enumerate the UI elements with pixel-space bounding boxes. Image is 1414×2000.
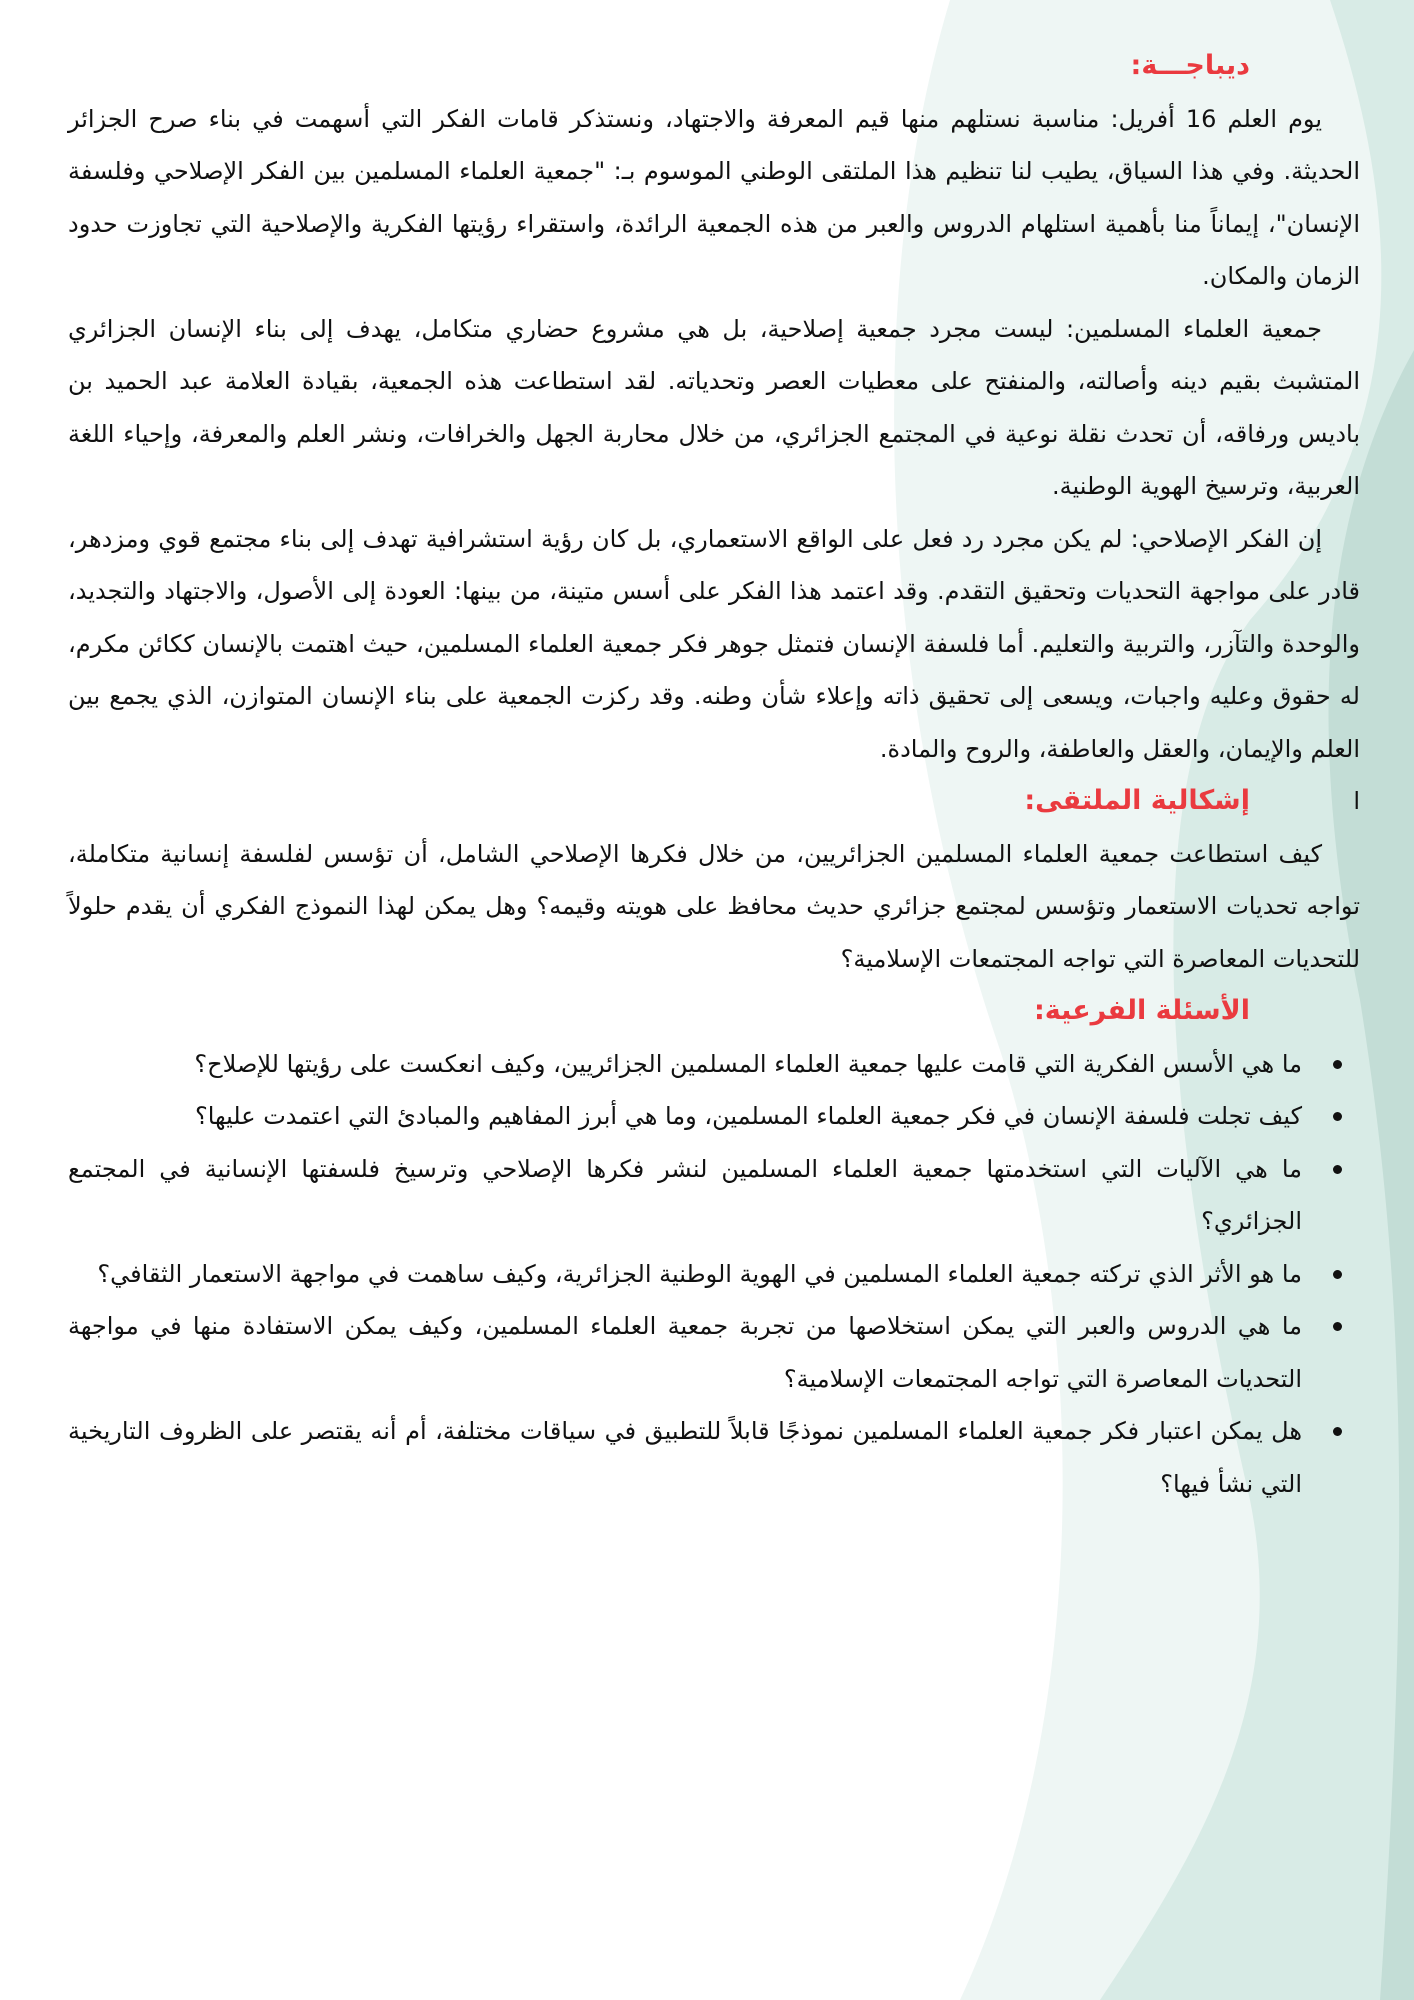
- list-item: ما هي الدروس والعبر التي يمكن استخلاصها من تجربة جمعية العلماء المسلمين، وكيف يمكن الاستفادة منها في مواجهة التحديات المعاصرة التي تواجه المجتمعات الإسلامية؟: [68, 1300, 1302, 1405]
- document-body: [68, 40, 1360, 1510]
- intro-paragraph: إن الفكر الإصلاحي: لم يكن مجرد رد فعل على الواقع الاستعماري، بل كان رؤية استشرافية تهدف إلى بناء مجتمع قوي ومزدهر، قادر على مواجهة التحديات وتحقيق التقدم. وقد اعتمد هذا الفكر على أسس متينة، من بينها: العودة إلى الأصول، والاجتهاد والتجديد، والوحدة والتآزر، والتربية والتعليم. أما فلسفة الإنسان فتمثل جوهر فكر جمعية العلماء المسلمين، حيث اهتمت بالإنسان ككائن مكرم، له حقوق وعليه واجبات، ويسعى إلى تحقيق ذاته وإعلاء شأن وطنه. وقد ركزت الجمعية على بناء الإنسان المتوازن، الذي يجمع بين العلم والإيمان، والعقل والعاطفة، والروح والمادة.: [68, 524, 1360, 763]
- list-item: ما هي الأسس الفكرية التي قامت عليها جمعية العلماء المسلمين الجزائريين، وكيف انعكست على رؤيتها للإصلاح؟: [68, 1038, 1302, 1091]
- problem-heading-row: [68, 775, 1360, 828]
- list-item: كيف تجلت فلسفة الإنسان في فكر جمعية العلماء المسلمين، وما هي أبرز المفاهيم والمبادئ التي اعتمدت عليها؟: [68, 1090, 1302, 1143]
- intro-paragraph: جمعية العلماء المسلمين: ليست مجرد جمعية إصلاحية، بل هي مشروع حضاري متكامل، يهدف إلى بناء الإنسان الجزائري المتشبث بقيم دينه وأصالته، والمنفتح على معطيات العصر وتحدياته. لقد استطاعت هذه الجمعية، بقيادة العلامة عبد الحميد بن باديس ورفاقه، أن تحدث نقلة نوعية في المجتمع الجزائري، من خلال محاربة الجهل والخرافات، ونشر العلم والمعرفة، وإحياء اللغة العربية، وترسيخ الهوية الوطنية.: [68, 314, 1360, 500]
- problem-heading: إشكالية الملتقى:: [1024, 785, 1250, 816]
- intro-heading: ديباجـــة:: [1130, 50, 1250, 81]
- list-item: ما هي الآليات التي استخدمتها جمعية العلماء المسلمين لنشر فكرها الإصلاحي وترسيخ فلسفتها الإنسانية في المجتمع الجزائري؟: [68, 1143, 1302, 1248]
- list-item: ما هو الأثر الذي تركته جمعية العلماء المسلمين في الهوية الوطنية الجزائرية، وكيف ساهمت في مواجهة الاستعمار الثقافي؟: [68, 1248, 1302, 1301]
- sub-questions-list: [68, 1038, 1360, 1511]
- intro-paragraph: يوم العلم 16 أفريل: مناسبة نستلهم منها قيم المعرفة والاجتهاد، ونستذكر قامات الفكر التي أسهمت في بناء صرح الجزائر الحديثة. وفي هذا السياق، يطيب لنا تنظيم هذا الملتقى الوطني الموسوم بـ: "جمعية العلماء المسلمين بين الفكر الإصلاحي وفلسفة الإنسان"، إيماناً منا بأهمية استلهام الدروس والعبر من هذه الجمعية الرائدة، واستقراء رؤيتها الفكرية والإصلاحية التي تجاوزت حدود الزمان والمكان.: [68, 104, 1360, 290]
- sub-questions-heading: الأسئلة الفرعية:: [1034, 995, 1250, 1026]
- problem-text: كيف استطاعت جمعية العلماء المسلمين الجزائريين، من خلال فكرها الإصلاحي الشامل، أن تؤسس لفلسفة إنسانية متكاملة، تواجه تحديات الاستعمار وتؤسس لمجتمع جزائري حديث محافظ على هويته وقيمه؟ وهل يمكن لهذا النموذج الفكري أن يقدم حلولاً للتحديات المعاصرة التي تواجه المجتمعات الإسلامية؟: [68, 839, 1360, 973]
- problem-marker: ا: [1353, 787, 1360, 815]
- list-item: هل يمكن اعتبار فكر جمعية العلماء المسلمين نموذجًا قابلاً للتطبيق في سياقات مختلفة، أم أنه يقتصر على الظروف التاريخية التي نشأ فيها؟: [68, 1405, 1302, 1510]
